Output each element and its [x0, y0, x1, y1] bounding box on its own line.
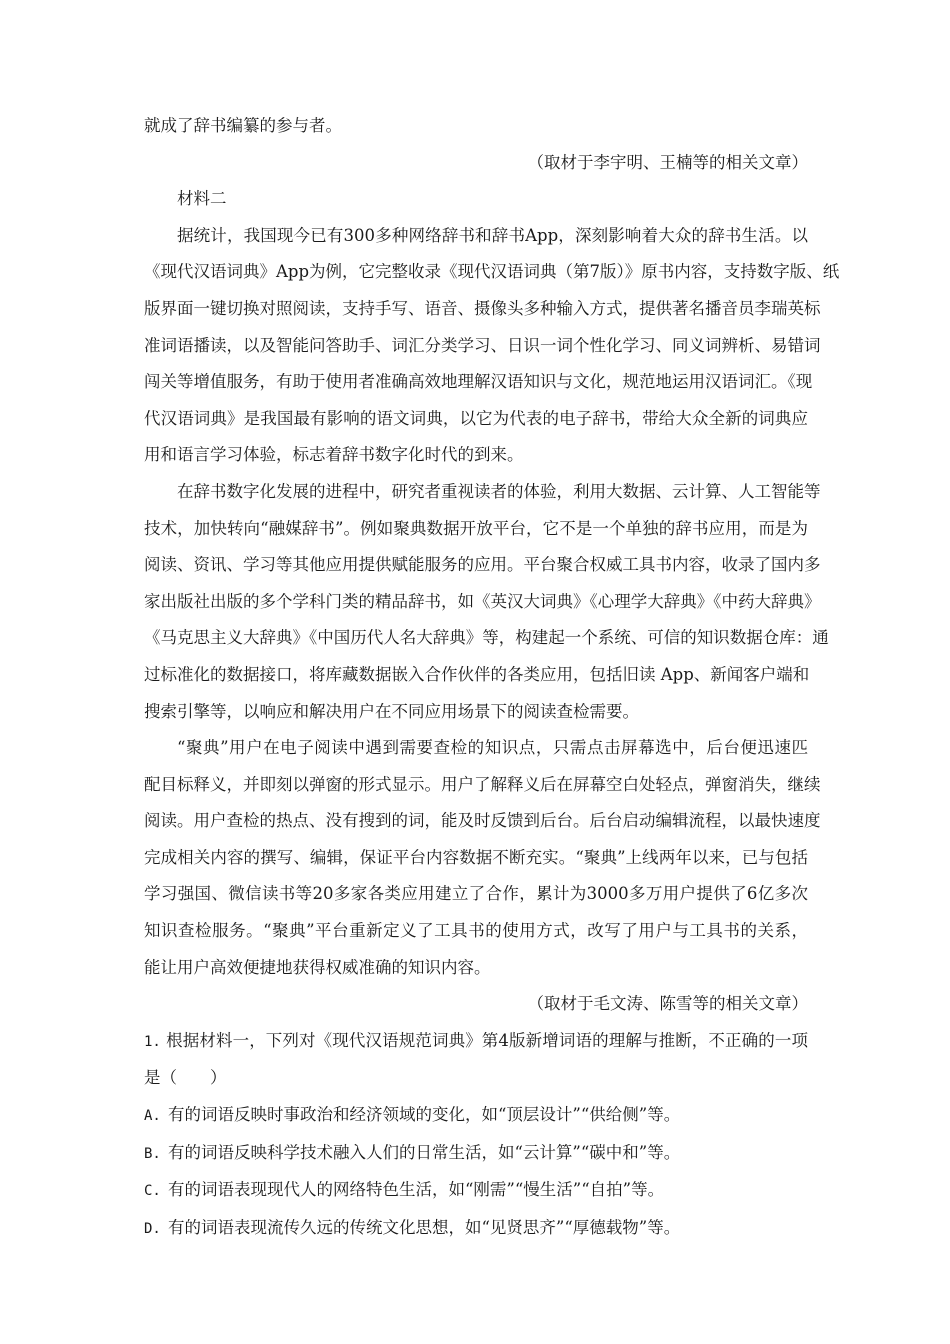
option-text: 有的词语反映科学技术融入人们的日常生活，如“云计算”“碳中和”等。 — [168, 1142, 681, 1162]
option-d[interactable] — [144, 1210, 808, 1248]
paragraph-line: 搜索引擎等，以响应和解决用户在不同应用场景下的阅读查检需要。 — [144, 701, 639, 721]
paragraph-line: 过标准化的数据接口，将库藏数据嵌入合作伙伴的各类应用，包括旧读 App、新闻客户端和 — [144, 664, 810, 684]
option-text: 有的词语表现流传久远的传统文化思想，如“见贤思齐”“厚德载物”等。 — [168, 1217, 681, 1237]
paragraph-line: 《现代汉语词典》App为例，它完整收录《现代汉语词典（第7版）》原书内容，支持数字版、纸 — [144, 262, 840, 282]
material2-paragraph-1 — [144, 218, 840, 474]
paragraph-line: 知识查检服务。“聚典”平台重新定义了工具书的使用方式，改写了用户与工具书的关系， — [144, 921, 808, 941]
option-letter: D. — [144, 1220, 161, 1237]
question-1 — [144, 1023, 808, 1248]
material1-last-line: 就成了辞书编纂的参与者。 — [144, 116, 342, 135]
document-page — [144, 108, 840, 1247]
option-c[interactable] — [144, 1172, 808, 1210]
paragraph-line: 技术，加快转向“融媒辞书”。例如聚典数据开放平台，它不是一个单独的辞书应用，而是为 — [144, 518, 808, 538]
paragraph-line: 在辞书数字化发展的进程中，研究者重视读者的体验，利用大数据、云计算、人工智能等 — [177, 481, 821, 501]
option-text: 有的词语反映时事政治和经济领域的变化，如“顶层设计”“供给侧”等。 — [168, 1105, 681, 1125]
paragraph-line: 准词语播读，以及智能问答助手、词汇分类学习、日识一词个性化学习、同义词辨析、易错词 — [144, 335, 821, 355]
option-b[interactable] — [144, 1135, 808, 1173]
paragraph-line: 阅读。用户查检的热点、没有搜到的词，能及时反馈到后台。后台启动编辑流程，以最快速度 — [144, 811, 821, 831]
paragraph-line: 用和语言学习体验，标志着辞书数字化时代的到来。 — [144, 445, 524, 465]
paragraph-line: 阅读、资讯、学习等其他应用提供赋能服务的应用。平台聚合权威工具书内容，收录了国内多 — [144, 555, 821, 575]
paragraph-line: 能让用户高效便捷地获得权威准确的知识内容。 — [144, 957, 491, 977]
paragraph-line: 家出版社出版的多个学科门类的精品辞书，如《英汉大词典》《心理学大辞典》《中药大辞典》 — [144, 591, 821, 611]
paragraph-line: 学习强国、微信读书等20多家各类应用建立了合作，累计为3000多万用户提供了6亿多次 — [144, 884, 808, 904]
paragraph-line: 代汉语词典》是我国最有影响的语文词典，以它为代表的电子辞书，带给大众全新的词典应 — [144, 408, 808, 428]
option-letter: C. — [144, 1183, 161, 1200]
material2-source: （取材于毛文涛、陈雪等的相关文章） — [527, 994, 808, 1014]
material1-source: （取材于李宇明、王楠等的相关文章） — [527, 152, 808, 172]
option-text: 有的词语表现现代人的网络特色生活，如“刚需”“慢生活”“自拍”等。 — [168, 1180, 665, 1200]
paragraph-line: 《马克思主义大辞典》《中国历代人名大辞典》等，构建起一个系统、可信的知识数据仓库：通 — [144, 628, 829, 648]
paragraph-line: “聚典”用户在电子阅读中遇到需要查检的知识点，只需点击屏幕选中，后台便迅速匹 — [177, 738, 808, 758]
question-stem-continued: 是（ ） — [144, 1068, 227, 1088]
question-stem — [144, 1023, 808, 1061]
question-stem-text: 根据材料一，下列对《现代汉语规范词典》第4版新增词语的理解与推断，不正确的一项 — [166, 1030, 808, 1050]
paragraph-line: 配目标释义，并即刻以弹窗的形式显示。用户了解释义后在屏幕空白处轻点，弹窗消失，继续 — [144, 774, 821, 794]
option-letter: A. — [144, 1108, 161, 1125]
option-letter: B. — [144, 1145, 161, 1162]
paragraph-line: 版界面一键切换对照阅读，支持手写、语音、摄像头多种输入方式，提供著名播音员李瑞英标 — [144, 298, 821, 318]
paragraph-line: 闯关等增值服务，有助于使用者准确高效地理解汉语知识与文化，规范地运用汉语词汇。《现 — [144, 372, 813, 392]
material2-heading: 材料二 — [177, 189, 227, 209]
material2-paragraph-3 — [144, 730, 821, 986]
material2-paragraph-2 — [144, 474, 829, 730]
option-a[interactable] — [144, 1097, 808, 1135]
question-number: 1. — [144, 1033, 161, 1050]
paragraph-line: 完成相关内容的撰写、编辑，保证平台内容数据不断充实。“聚典”上线两年以来，已与包括 — [144, 847, 808, 867]
paragraph-line: 据统计，我国现今已有300多种网络辞书和辞书App，深刻影响着大众的辞书生活。以 — [177, 225, 808, 245]
